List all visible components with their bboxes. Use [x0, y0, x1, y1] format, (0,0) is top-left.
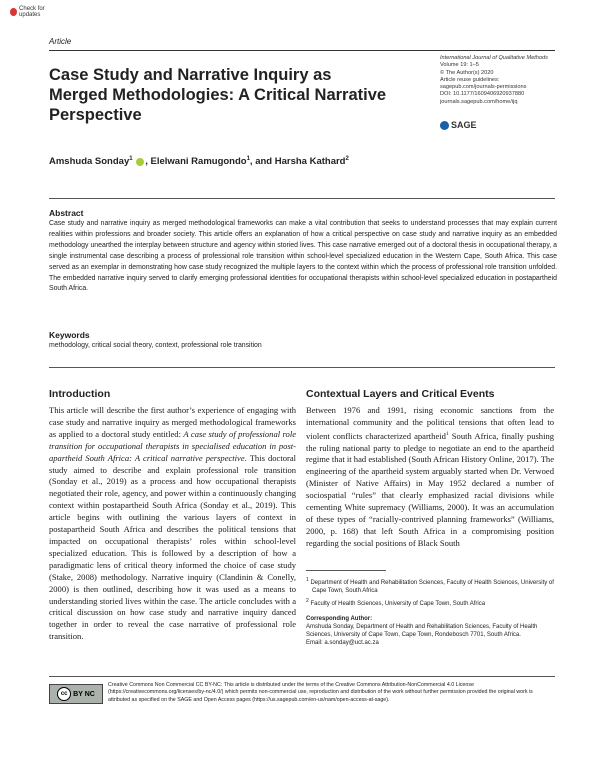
- journal-info: [440, 55, 570, 106]
- author-affiliation: 2: [345, 156, 349, 162]
- context-paragraph-part: South Africa, finally pushing the ruling national party to pledge to negotiate an end to the apartheid regime that it had established (South African History Online, 2017). The engineering of the apartheid system arguably started when Dr. Verwoed (Minister of Native Affairs) in May 1952 declared a number of sociospatial “rules” that clearly emphasized racial divisions while cementing White supremacy (Williams, 2000). It was an accumulation of these types of “racially-contrived planning frameworks” (Williams, 2000, p. 168) that left South Africa in a compromising position regarding the social positions of Black South: [306, 430, 554, 548]
- keywords-text: methodology, critical social theory, context, professional role transition: [49, 342, 262, 349]
- keywords-divider: [49, 367, 555, 368]
- article-type-label: Article: [49, 37, 72, 46]
- cc-license-badge[interactable]: [49, 684, 103, 704]
- corresponding-author-email[interactable]: Email: a.sonday@uct.ac.za: [306, 640, 379, 647]
- journal-volume: Volume 19: 1–5: [440, 62, 479, 69]
- context-paragraph-part: Between 1976 and 1991, rising economic sanctions from the international community and the political tensions that often lead to violent conflicts characterized apartheid: [306, 405, 554, 441]
- license-divider: [49, 676, 555, 677]
- footnote-2: [306, 597, 556, 608]
- sage-logo-text: SAGE: [451, 120, 477, 130]
- author-name: Amshuda Sonday: [49, 156, 130, 168]
- corresponding-author-text: Amshuda Sonday, Department of Health and Rehabilitation Sciences, Faculty of Health Sciences, University of Cape Town, Cape Town, Rondebosch 7701, South Africa.: [306, 623, 538, 639]
- footnote-1: [306, 576, 556, 595]
- header-divider: [49, 50, 555, 51]
- footnote-number: 1: [306, 577, 309, 583]
- author-separator: ,: [145, 156, 151, 168]
- thesis-title: A case study of professional role transition for occupational therapists in specialised education in post-apartheid South Africa: A critical narrative perspective: [49, 428, 296, 463]
- sage-logo-icon: [440, 121, 449, 130]
- context-heading: Contextual Layers and Critical Events: [306, 388, 495, 400]
- reuse-link[interactable]: sagepub.com/journals-permissions: [440, 84, 527, 91]
- footnote-text: Department of Health and Rehabilitation Sciences, Faculty of Health Sciences, University of Cape Town, South Africa: [310, 580, 554, 595]
- sage-logo: [440, 120, 477, 130]
- doi[interactable]: DOI: 10.1177/1609406920937880: [440, 91, 525, 98]
- keywords-heading: Keywords: [49, 330, 90, 340]
- creative-commons-icon: cc: [57, 687, 71, 701]
- abstract-text: Case study and narrative inquiry as merged methodological frameworks can make a vital contribution that seeks to understand processes that may explain current realities within professions and broader society. This article offers an explanation of how a critical perspective on case study and narrative inquiry as an embedded methodology unearthed the interplay between structure and agency within storied lives. This case narrative emerged out of a doctoral thesis in occupational therapy, a single instrumental case describing a process of professional role transition within school-level specialized education in the Western Cape, South Africa. This case served as an exemplar in demonstrating how case study recognized the multiple layers to the context within which the process of professional role transition unfolded. The embedded narrative inquiry served to clarify emerging professional identities for occupational therapists within school-level specialized education in postapartheid South Africa.: [49, 220, 557, 293]
- cc-badge-label: BY NC: [73, 690, 95, 698]
- paper-title: Case Study and Narrative Inquiry as Merged Methodologies: A Critical Narrative Perspective: [49, 66, 387, 124]
- author-name: Elelwani Ramugondo: [150, 156, 247, 168]
- intro-paragraph-part: This article will describe the first author’s experience of engaging with case study and narrative inquiry as merged methodological frameworks as applied to a doctoral study entitled:: [49, 405, 296, 439]
- crossmark-icon: [10, 8, 17, 16]
- intro-paragraph-part: . This doctoral study aimed to describe and explain professional role transition (Sonday et al., 2019) as a process and how occupational therapists negotiated their role, agency, and power within a continuously changing context within postapartheid South Africa (Sonday et al., 2019). This article begins with outlining the various layers of context in postapartheid South Africa and describes the political tensions that impacted on occupational therapists’ roles within school-level specialized education. This is followed by a description of how a paradigmatic lens of critical theory informed the choice of case study (Stake, 2008) methodology. Narrative inquiry (Clandinin & Conelly, 2000) is then outlined, describing how it was used as a means to understanding storied lives within the case. The article concludes with a critical discussion on how case study and narrative inquiry danced together in order to reveal the case narrative of professional role transition.: [49, 452, 296, 642]
- footnote-text: Faculty of Health Sciences, University of Cape Town, South Africa: [310, 601, 486, 608]
- introduction-heading: Introduction: [49, 388, 111, 400]
- check-updates-label: Check for updates: [19, 5, 45, 18]
- author-separator: , and: [249, 156, 275, 168]
- introduction-text: [49, 405, 296, 643]
- footnote-ref: 1: [445, 430, 449, 437]
- author-affiliation: 1: [246, 156, 250, 162]
- footnotes: [306, 576, 556, 647]
- corresponding-author-heading: Corresponding Author:: [306, 615, 373, 622]
- journal-name: International Journal of Qualitative Methods: [440, 55, 548, 61]
- reuse-label: Article reuse guidelines:: [440, 76, 500, 83]
- journal-url[interactable]: journals.sagepub.com/home/ijq: [440, 98, 518, 105]
- abstract-divider: [49, 198, 555, 199]
- footnote-number: 2: [306, 598, 309, 605]
- author-affiliation: 1: [129, 156, 133, 162]
- copyright: © The Author(s) 2020: [440, 69, 494, 76]
- license-text: Creative Commons Non Commercial CC BY-NC: This article is distributed under the terms of the Creative Commons Attribution-NonCommercial 4.0 License (https://creativecommons.org/licenses/by-nc/4.0/) which permits non-commercial use, reproduction and distribution of the work without further permission provided the original work is attributed as specified on the SAGE and Open Access pages (https://us.sagepub.com/en-us/nam/open-access-at-sage).: [108, 682, 533, 703]
- context-text: [306, 405, 554, 550]
- orcid-icon[interactable]: [136, 158, 144, 166]
- footnote-divider: [306, 570, 386, 571]
- author-name: Harsha Kathard: [274, 156, 346, 168]
- abstract-heading: Abstract: [49, 208, 84, 218]
- author-list: [49, 156, 549, 167]
- check-for-updates-badge[interactable]: [10, 6, 62, 17]
